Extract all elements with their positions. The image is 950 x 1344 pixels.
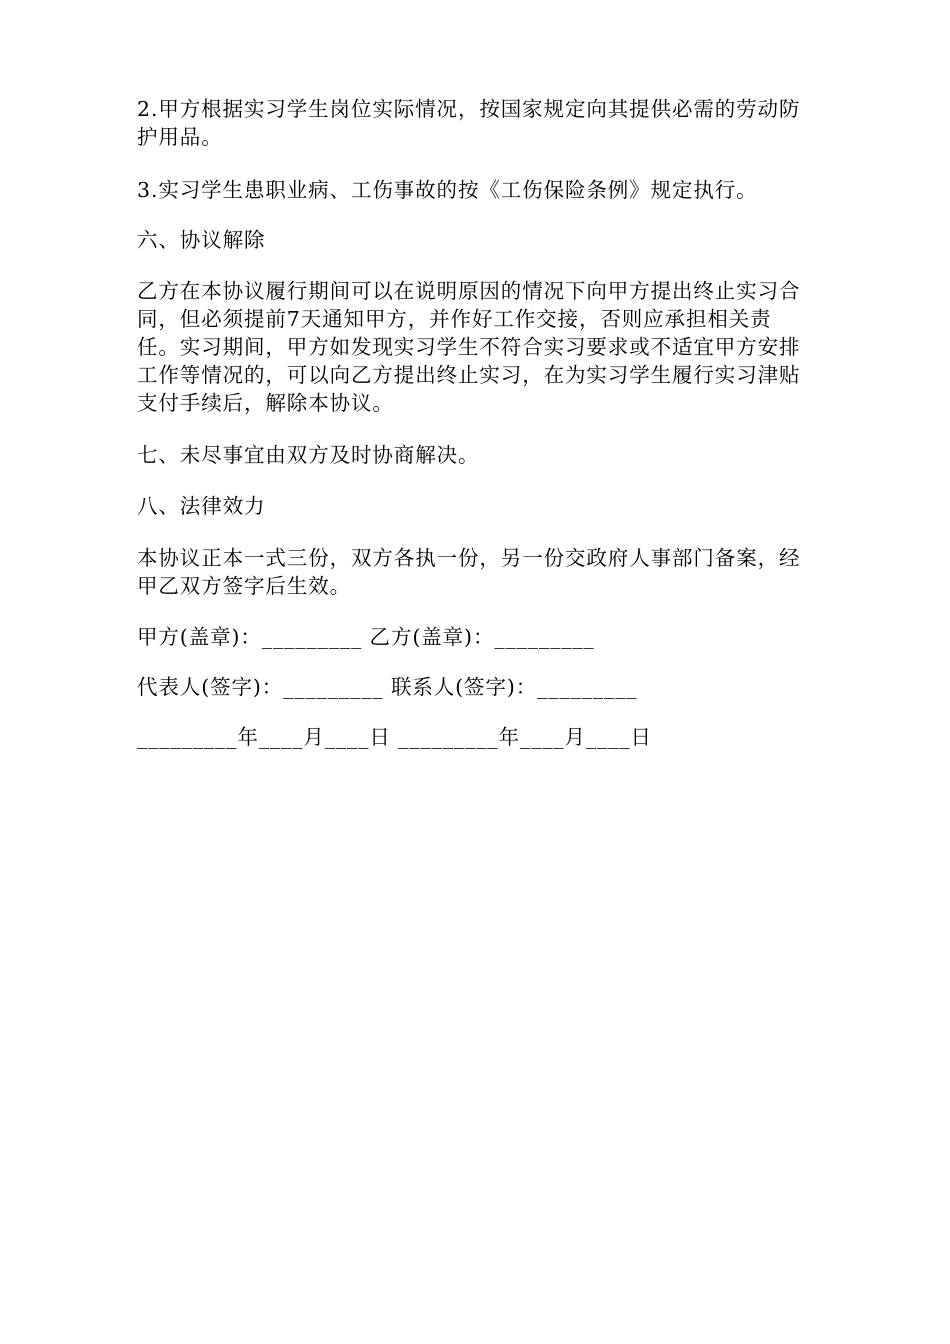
document-page: [137, 95, 813, 751]
section-heading-unresolved-matters: 七、未尽事宜由双方及时协商解决。: [137, 443, 480, 467]
paragraph-legal-effect: 本协议正本一式三份，双方各执一份，另一份交政府人事部门备案，经甲乙双方签字后生效。: [137, 546, 801, 598]
section-heading-legal-effect: 八、法律效力: [137, 494, 266, 518]
signature-line-representatives: 代表人(签字)：_________ 联系人(签字)：_________: [137, 675, 638, 699]
signature-line-dates: _________年____月____日 _________年____月____日: [137, 725, 652, 749]
paragraph-protective-equipment: 2.甲方根据实习学生岗位实际情况，按国家规定向其提供必需的劳动防护用品。: [137, 97, 801, 149]
paragraph-occupational-injury: 3.实习学生患职业病、工伤事故的按《工伤保险条例》规定执行。: [137, 178, 758, 202]
paragraph-termination-terms: 乙方在本协议履行期间可以在说明原因的情况下向甲方提出终止实习合同，但必须提前7天通知甲方，并作好工作交接，否则应承担相关责任。实习期间，甲方如发现实习学生不符合实习要求或不适宜甲方安排工作等情况的，可以向乙方提出终止实习，在为实习学生履行实习津贴支付手续后，解除本协议。: [137, 279, 801, 415]
section-heading-termination: 六、协议解除: [137, 228, 266, 252]
signature-line-seals: 甲方(盖章)：_________ 乙方(盖章)：_________: [137, 625, 595, 649]
